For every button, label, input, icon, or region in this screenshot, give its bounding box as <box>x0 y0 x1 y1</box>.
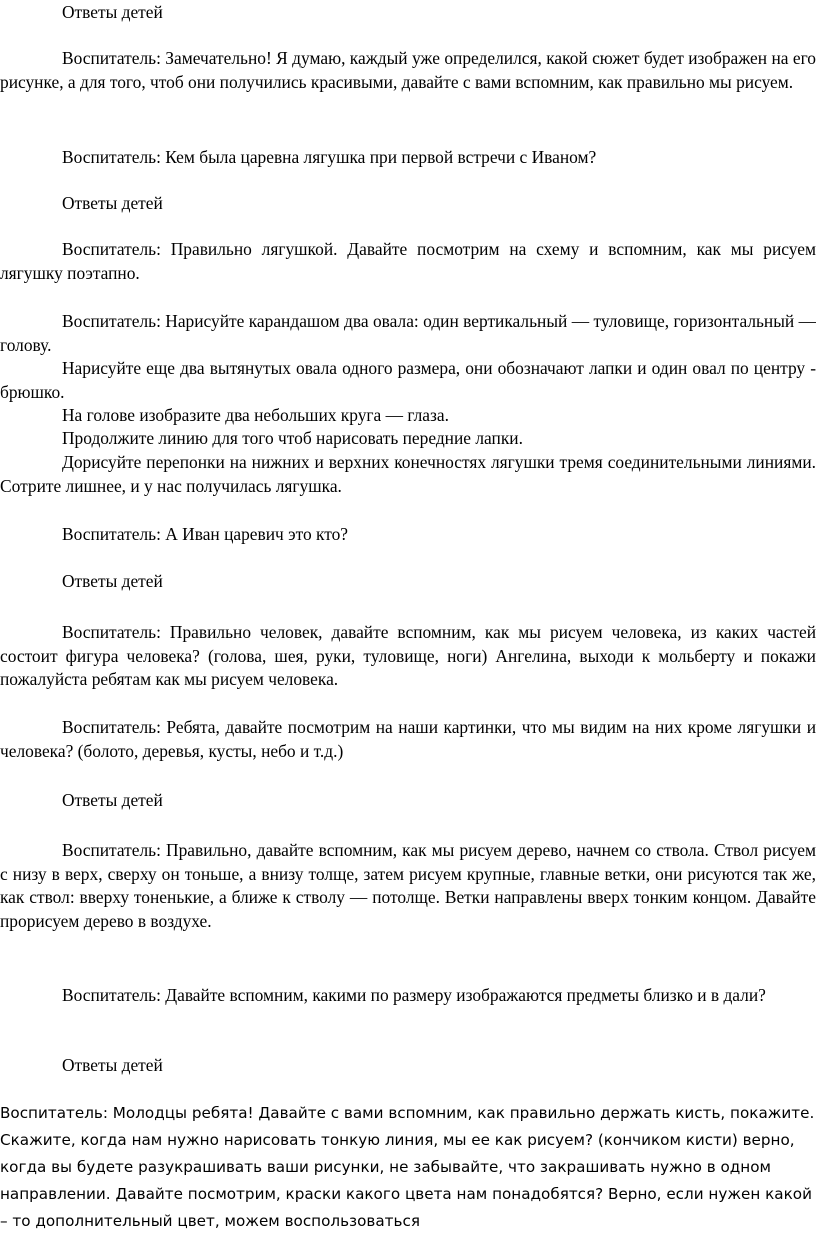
paragraph-children-answers: Ответы детей <box>62 790 163 810</box>
paragraph-teacher-intro: Воспитатель: Замечательно! Я думаю, каждый уже определился, какой сюжет будет изображен на его рисунке, а для того, чтоб они получились красивыми, давайте с вами вспомним, как правильно мы рисуем. <box>0 48 816 92</box>
paragraph-frog-paws: Нарисуйте еще два вытянутых овала одного размера, они обозначают лапки и один овал по центру - брюшко. <box>0 358 816 402</box>
paragraph-frog-eyes: На голове изобразите два небольших круга — глаза. <box>62 405 449 425</box>
paragraph-frog-webs: Дорисуйте перепонки на нижних и верхних конечностях лягушки тремя соединительными линиями. Сотрите лишнее, и у нас получилась лягушка. <box>0 452 816 496</box>
paragraph-teacher-tree: Воспитатель: Правильно, давайте вспомним, как мы рисуем дерево, начнем со ствола. Ствол рисуем с низу в верх, сверху он тоньше, а внизу толще, затем рисуем крупные, главные ветки, они рисуются так же, как ствол: вверху тоненькие, а ближе к стволу — потолще. Ветки направлены вверх тонким концом. Давайте прорисуем дерево в воздухе. <box>0 840 816 931</box>
paragraph-teacher-size: Воспитатель: Давайте вспомним, какими по размеру изображаются предметы близко и в дали? <box>62 985 766 1005</box>
paragraph-teacher-human: Воспитатель: Правильно человек, давайте вспомним, как мы рисуем человека, из каких частей состоит фигура человека? (голова, шея, руки, туловище, ноги) Ангелина, выходи к мольберту и покажи пожалуйста ребятам как мы рисуем человека. <box>0 622 816 689</box>
paragraph-teacher-ovals: Воспитатель: Нарисуйте карандашом два овала: один вертикальный — туловище, горизонтальный — голову. <box>0 311 816 355</box>
paragraph-teacher-question-frog: Воспитатель: Кем была царевна лягушка при первой встречи с Иваном? <box>62 147 597 167</box>
paragraph-children-answers: Ответы детей <box>62 571 163 591</box>
paragraph-teacher-frog-scheme: Воспитатель: Правильно лягушкой. Давайте посмотрим на схему и вспомним, как мы рисуем лягушку поэтапно. <box>0 239 816 283</box>
paragraph-children-answers: Ответы детей <box>62 1055 163 1075</box>
paragraph-teacher-ivan: Воспитатель: А Иван царевич это кто? <box>62 524 349 544</box>
paragraph-teacher-brush: Воспитатель: Молодцы ребята! Давайте с вами вспомним, как правильно держать кисть, покажите. Скажите, когда нам нужно нарисовать тонкую линия, мы ее как рисуем? (кончиком кисти) верно, когда вы будете разукрашивать ваши рисунки, не забывайте, что закрашивать нужно в одном направлении. Давайте посмотрим, краски какого цвета нам понадобятся? Верно, если нужен какой – то дополнительный цвет, можем воспользоваться <box>0 1104 815 1230</box>
paragraph-frog-front-paws: Продолжите линию для того чтоб нарисовать передние лапки. <box>62 428 523 448</box>
paragraph-children-answers: Ответы детей <box>62 193 163 213</box>
paragraph-teacher-pictures: Воспитатель: Ребята, давайте посмотрим на наши картинки, что мы видим на них кроме лягушки и человека? (болото, деревья, кусты, небо и т.д.) <box>0 717 816 761</box>
paragraph-children-answers: Ответы детей <box>62 2 163 22</box>
